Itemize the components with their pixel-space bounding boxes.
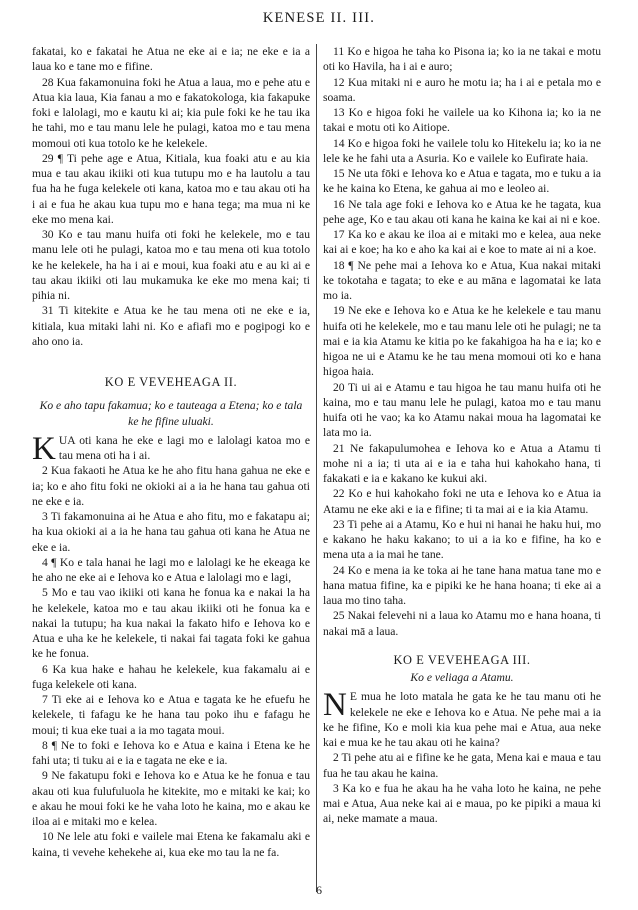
- verse-paragraph: 6 Ka kua hake e hahau he kelekele, kua fakamalu ai e fuga kelekele oti kana.: [32, 662, 310, 691]
- chapter-summary: Ko e veliaga a Atamu.: [410, 671, 514, 684]
- verse-paragraph: 13 Ko e higoa foki he vailele ua ko Kihona ia; ko ia ne takai e motu oti ko Aitiope.: [323, 106, 601, 135]
- verse-paragraph: 14 Ko e higoa foki he vailele tolu ko Hitekelu ia; ko ia ne lele ke he fahi uta a Asuria. Ko e vailele ko Eufirate haia.: [323, 136, 601, 165]
- verse-paragraph: 21 Ne fakapulumohea e Iehova ko e Atua a Atamu ti mohe ni a ia; ti uta ai e ia e taha hui kahokaho hana, ti fakakati e ia e kakano ke kukui aki.: [323, 441, 601, 485]
- verse-paragraph: 31 Ti kitekite e Atua ke he tau mena oti ne eke e ia, kitiala, kua mitaki lahi ni. Ko e afiafi mo e pogipogi ko e aho ono ia.: [32, 304, 310, 348]
- chapter-first-paragraph: [323, 689, 601, 750]
- drop-cap: N: [323, 687, 347, 724]
- left-column: [32, 44, 310, 860]
- verse-paragraph: 8 ¶ Ne to foki e Iehova ko e Atua e kaina i Etena ke he fahi uta; ti tuku ai e ia e tagata ne eke e ia.: [32, 738, 310, 767]
- chapter-first-paragraph: [32, 430, 310, 467]
- verse-paragraph: 29 ¶ Ti pehe age e Atua, Kitiala, kua foaki atu e au kia mua e tau akau ikiiki oti kua tutupu mo e ha lautolu a tau fua ha he fuga kelekele oti kana, katoa mo e tau akau oti ha i ai e fua he akau kua tupu mo e hana tega; ma mua ni ke eke mo mena kai.: [32, 151, 310, 226]
- verse-paragraph: 22 Ko e hui kahokaho foki ne uta e Iehova ko e Atua ia Atamu ne eke aki e ia e fifine; ti ta mai ai e ia kia Atamu.: [323, 487, 601, 516]
- verse-paragraph: 17 Ka ko e akau ke iloa ai e mitaki mo e kelea, aua neke kai ai e koe; ha ko e aho ka kai ai e koe to mate ai ni a koe.: [323, 228, 601, 257]
- column-divider: [316, 44, 317, 892]
- verse-paragraph: 10 Ne lele atu foki e vailele mai Etena ke fakamalu aki e kaina, ti vevehe kehekehe ai, kua eke mo tau la ne fa.: [32, 830, 310, 859]
- verse-paragraph: 30 Ko e tau manu huifa oti foki he kelekele, mo e tau manu lele oti he pulagi, katoa mo e tau mena oti kua totolo ke he kelekele, ha ha i ai e moui, kua foaki atu e au ki ai e tau akau ikiiki oti lau mukamuka ke eke mo mena kai; ti pihia ni.: [32, 228, 310, 302]
- verse-paragraph: 28 Kua fakamonuina foki he Atua a laua, mo e pehe atu e Atua kia laua, Kia fanau a mo e fakatokologa, kia fakapuke foki e lalolagi, mo e kautu ki ai; kia pule foki ke he tau ika he tahi, mo e tau manu lele he pulagi, katoa mo e tau mena momoui oti kua totolo ke he kelekele.: [32, 75, 310, 150]
- verse-paragraph: 16 Ne tala age foki e Iehova ko e Atua ke he tagata, kua pehe age, Ko e tau akau oti kana he kaina ke kai ai ni e koe.: [323, 197, 601, 226]
- right-column: [323, 44, 601, 827]
- drop-cap: K: [32, 430, 56, 467]
- page-number: 6: [316, 883, 322, 897]
- verse-paragraph: 23 Ti pehe ai a Atamu, Ko e hui ni hanai he haku hui, mo e kakano he haku kakano; to ui a ia ko e fifine, ha ko e mena uta a ia mai he tane.: [323, 517, 601, 562]
- verse-paragraph: 9 Ne fakatupu foki e Iehova ko e Atua ke he fonua e tau akau oti kua fulufuluola he kitekite, mo e mitaki ke kai; ko e akau he moui foki ke he vaha loto he kaina, mo e akau ke iloa ai e mitaki mo e kelea.: [32, 769, 310, 828]
- verse-paragraph: 2 Ti pehe atu ai e fifine ke he gata, Mena kai e maua e tau fua he tau akau he kaina.: [323, 751, 601, 780]
- verse-paragraph: 3 Ka ko e fua he akau ha he vaha loto he kaina, ne pehe mai e Atua, Aua neke kai ai e maua, po ke pipiki a maua ki ai, neke mamate a maua.: [323, 781, 601, 826]
- first-paragraph-text: E mua he loto matala he gata ke he tau manu oti he kelekele ne eke e Iehova ko e Atua. Ne pehe mai a ia ke he fifine, Ko e moli kia kua pehe mai e Atua, aua neke kai e mua ke he tau akau oti he kaina?: [323, 690, 601, 749]
- verse-paragraph: 3 Ti fakamonuina ai he Atua e aho fitu, mo e fakatapu ai; ha kua okioki ai a ia he hana tau gahua oti kana he Atua ne eke e ia.: [32, 510, 310, 554]
- verse-paragraph: 11 Ko e higoa he taha ko Pisona ia; ko ia ne takai e motu oti ko Havila, ha i ai e auro;: [323, 45, 601, 74]
- verse-paragraph: 2 Kua fakaoti he Atua ke he aho fitu hana gahua ne eke e ia; ko e aho fitu foki ne okioki ai a ia he hana tau gahua oti ne eke e ia.: [32, 464, 310, 508]
- verse-paragraph: 7 Ti eke ai e Iehova ko e Atua e tagata ke he efuefu he kelekele, ti fafagu ke he hana tau poko ihu e fafagu he moui; ti kua eke tuai a ia mo tagata moui.: [32, 693, 310, 737]
- chapter-summary: Ko e aho tapu fakamua; ko e tauteaga a Etena; ko e tala ke he fifine uluaki.: [39, 399, 303, 428]
- verse-paragraph: fakatai, ko e fakatai he Atua ne eke ai e ia; ne eke e ia a laua ko e tane mo e fifine.: [32, 45, 310, 74]
- verse-paragraph: 24 Ko e mena ia ke toka ai he tane hana matua tane mo e hana matua fifine, ka e pipiki ke he hana hoana; ti eke ai a laua mo tino taha.: [323, 563, 601, 607]
- first-paragraph-text: UA oti kana he eke e lagi mo e lalolagi katoa mo e tau mena oti ha i ai.: [58, 433, 310, 462]
- chapter-heading: KO E VEVEHEAGA II.: [104, 375, 238, 389]
- verse-paragraph: 4 ¶ Ko e tala hanai he lagi mo e lalolagi ke he ekeaga ke he aho ne eke ai e Iehova ko e Atua e lalolagi mo e lagi,: [32, 555, 310, 584]
- verse-paragraph: 5 Mo e tau vao ikiiki oti kana he fonua ka e nakai la ha he kelekele, katoa mo e tau akau ikiiki oti he fonua ka e nakai la tutupu; ha kua nakai la fakato hifo e Iehova ko e Atua e uha ke he kelekele, ti nakai fai tagata foki ke gahua ke he fonua.: [32, 586, 310, 661]
- verse-paragraph: 12 Kua mitaki ni e auro he motu ia; ha i ai e petala mo e soama.: [323, 75, 601, 104]
- verse-paragraph: 20 Ti ui ai e Atamu e tau higoa he tau manu huifa oti he kaina, mo e tau manu lele he pulagi, katoa mo e tau manu huifa oti he vao; ka ko Atamu nakai moua ha lagomatai ke lata mo ia.: [323, 380, 601, 440]
- verse-paragraph: 18 ¶ Ne pehe mai a Iehova ko e Atua, Kua nakai mitaki ke tokotaha e tagata; to eke e au māna e lagomatai ke lata mo ia.: [323, 258, 601, 302]
- verse-paragraph: 15 Ne uta fōki e Iehova ko e Atua e tagata, mo e tuku a ia ke he kaina ko Etena, ke gahua ai mo e leoleo ai.: [323, 167, 601, 196]
- verse-paragraph: 25 Nakai felevehi ni a laua ko Atamu mo e hana hoana, ti nakai mā a laua.: [323, 609, 601, 638]
- chapter-heading: KO E VEVEHEAGA III.: [393, 652, 531, 667]
- running-header: KENESE II. III.: [262, 10, 376, 26]
- verse-paragraph: 19 Ne eke e Iehova ko e Atua ke he kelekele e tau manu huifa oti he kelekele, mo e tau manu lele oti he pulagi; ne ta mai e ia kia Atamu ke kitia po ke fakahigoa ha ha e ia; ko e higoa ne ui e Atamu ke he tau mena momoui oti ko e hana higoa haia.: [323, 304, 601, 379]
